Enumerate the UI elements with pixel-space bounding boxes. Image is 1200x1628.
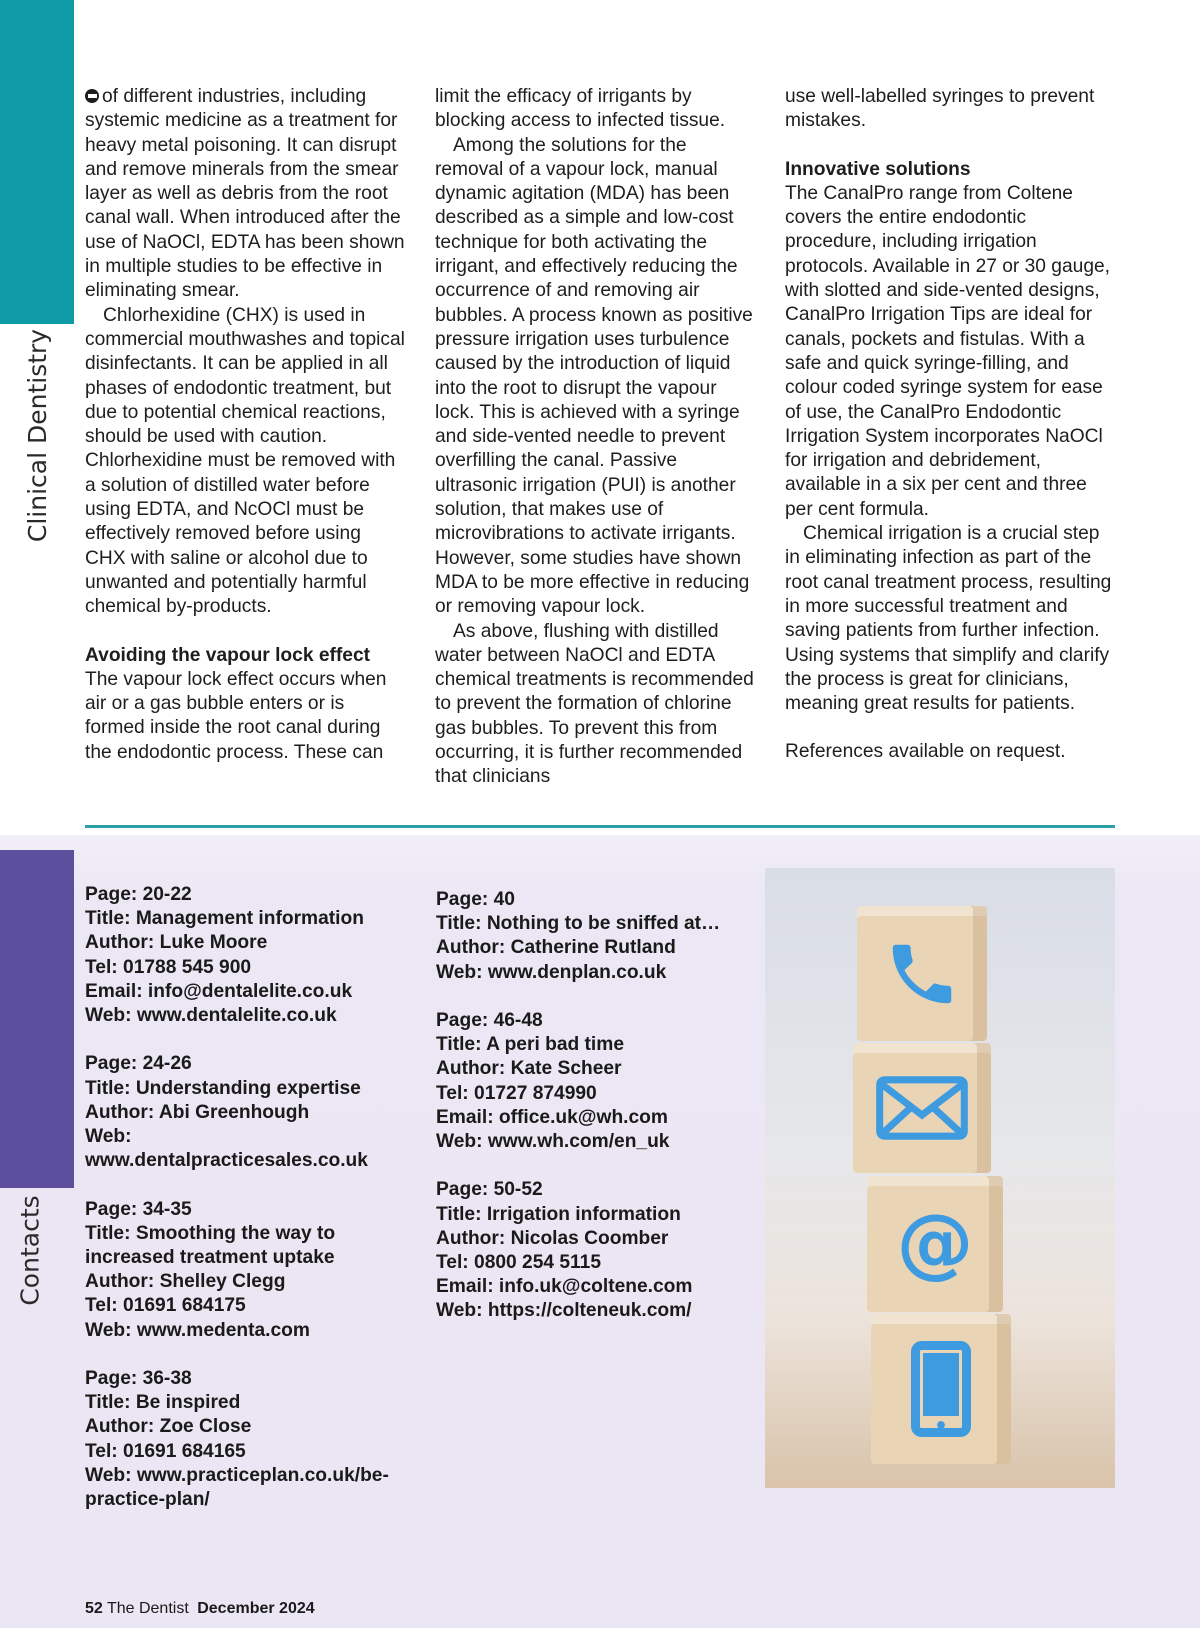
- contact-page-line: Page: 40: [436, 889, 515, 910]
- article-paragraph: Chlorhexidine (CHX) is used in commercial mouthwashes and topical disinfectants. It can be applied in all phases of endodontic treatment, but due to potential chemical reactions, should be used with caution. Chlorhexidine must be removed with a solution of distilled water before using EDTA, and NcOCl must be effectively removed before using CHX with saline or alcohol due to unwanted and potentially harmful chemical by-products.: [85, 304, 405, 618]
- contact-web-line[interactable]: Web: www.wh.com/en_uk: [436, 1131, 670, 1153]
- article-column-1: [85, 85, 405, 765]
- section-label-text: Contacts: [15, 1194, 45, 1306]
- wooden-block: [857, 906, 987, 1041]
- paragraph-gap: [785, 716, 1115, 740]
- contact-title-line: Title: Nothing to be sniffed at…: [436, 913, 721, 935]
- wooden-block: [853, 1043, 991, 1173]
- section-tab-clinical: [0, 0, 74, 324]
- contact-author-line: Author: Nicolas Coomber: [436, 1227, 669, 1249]
- article-paragraph: Chemical irrigation is a crucial step in eliminating infection as part of the root canal treatment process, resulting in more successful treatment and saving patients from further infection. Using systems that simplify and clarify the process is great for clinicians, meaning great results for patients.: [785, 523, 1112, 715]
- contact-author-line: Author: Catherine Rutland: [436, 937, 676, 959]
- contact-title-line: Title: Smoothing the way to increased treatment uptake: [85, 1222, 336, 1269]
- contact-page-line: Page: 24-26: [85, 1053, 192, 1075]
- contact-entry: [85, 1367, 415, 1512]
- contact-web-line[interactable]: Web: www.practiceplan.co.uk/be-practice-plan/: [85, 1464, 389, 1511]
- contact-author-line: Author: Abi Greenhough: [85, 1101, 310, 1123]
- contact-entry: [436, 888, 766, 985]
- contact-author-line: Author: Zoe Close: [85, 1416, 252, 1438]
- contact-title-line: Title: Be inspired: [85, 1392, 241, 1414]
- tablet-icon: [911, 1341, 971, 1437]
- contact-author-line: Author: Shelley Clegg: [85, 1271, 286, 1293]
- contact-title-line: Title: Understanding expertise: [85, 1077, 361, 1099]
- paragraph-gap: [85, 620, 405, 644]
- section-heading: Innovative solutions: [785, 158, 971, 180]
- section-tab-contacts: [0, 850, 74, 1188]
- at-sign-icon: [893, 1202, 977, 1286]
- article-paragraph: References available on request.: [785, 741, 1066, 763]
- section-label-contacts: [8, 1195, 52, 1305]
- article-paragraph: The CanalPro range from Coltene covers the entire endodontic procedure, including irrigation protocols. Available in 27 or 30 gauge, with slotted and side-vented designs, CanalPro Irrigation Tips are ideal for canals, pockets and fistulas. With a safe and quick syringe-filling, and colour coded syringe system for ease of use, the CanalPro Endodontic Irrigation System incorporates NaOCl for irrigation and debridement, available in a six per cent and three per cent formula.: [785, 182, 1110, 520]
- section-label-clinical-dentistry: [12, 328, 64, 542]
- contact-email-line[interactable]: Email: info@dentalelite.co.uk: [85, 980, 353, 1002]
- article-paragraph: [85, 85, 405, 304]
- contact-web-line[interactable]: Web: www.medenta.com: [85, 1319, 310, 1341]
- contact-web-line[interactable]: Web: https://colteneuk.com/: [436, 1300, 692, 1322]
- contact-entry: [85, 883, 415, 1028]
- contact-author-line: Author: Luke Moore: [85, 932, 268, 954]
- section-divider: [85, 825, 1115, 828]
- wooden-block: [871, 1314, 1011, 1464]
- contact-page-line: Page: 34-35: [85, 1198, 192, 1220]
- envelope-icon: [875, 1075, 969, 1141]
- article-paragraph: Among the solutions for the removal of a vapour lock, manual dynamic agitation (MDA) has been described as a simple and low-cost technique for both activating the irrigant, and effectively reducing the occurrence of and removing air bubbles. A process known as positive pressure irrigation uses turbulence caused by the introduction of liquid into the root to disrupt the vapour lock. This is achieved with a syringe and side-vented needle to prevent overfilling the canal. Passive ultrasonic irrigation (PUI) is another solution, that makes use of microvibrations to activate irrigants. However, some studies have shown MDA to be more effective in reducing or removing vapour lock.: [435, 134, 753, 618]
- contact-blocks-photo: [765, 868, 1115, 1488]
- svg-text:@: @: [896, 1202, 974, 1286]
- contact-entry: [436, 1009, 766, 1154]
- contact-tel-line: Tel: 01691 684165: [85, 1440, 246, 1462]
- contact-tel-line: Tel: 01788 545 900: [85, 956, 252, 978]
- article-paragraph: use well-labelled syringes to prevent mistakes.: [785, 86, 1095, 132]
- contact-page-line: Page: 36-38: [85, 1368, 192, 1390]
- contact-page-line: Page: 20-22: [85, 884, 192, 905]
- paragraph-text: of different industries, including systemic medicine as a treatment for heavy metal poisoning. It can disrupt and remove minerals from the smear layer as well as debris from the root canal wall. When introduced after the use of NaOCl, EDTA has been shown in multiple studies to be effective in eliminating smear.: [85, 86, 405, 302]
- contact-web-line[interactable]: Web: www.denplan.co.uk: [436, 961, 667, 983]
- contact-entry: [436, 1178, 766, 1323]
- article-column-3: [785, 85, 1115, 765]
- article-paragraph: The vapour lock effect occurs when air or a gas bubble enters or is formed inside the root canal during the endodontic process. These can: [85, 668, 387, 763]
- contacts-column-1: [85, 883, 415, 1536]
- magazine-name: The Dentist: [106, 1600, 189, 1617]
- contact-tel-line: Tel: 01727 874990: [436, 1082, 597, 1104]
- article-paragraph: limit the efficacy of irrigants by blocking access to infected tissue.: [435, 86, 726, 132]
- contact-web-line[interactable]: Web: www.dentalelite.co.uk: [85, 1005, 337, 1027]
- contact-title-line: Title: Irrigation information: [436, 1203, 681, 1225]
- contact-entry: [85, 1198, 415, 1343]
- article-column-2: [435, 85, 755, 790]
- contact-email-line[interactable]: Email: info.uk@coltene.com: [436, 1276, 693, 1298]
- contact-page-line: Page: 50-52: [436, 1179, 543, 1201]
- contact-author-line: Author: Kate Scheer: [436, 1058, 622, 1080]
- contact-email-line[interactable]: Email: office.uk@wh.com: [436, 1106, 668, 1128]
- contact-title-line: Title: Management information: [85, 908, 364, 930]
- section-label-text: Clinical Dentistry: [23, 328, 53, 542]
- contact-page-line: Page: 46-48: [436, 1010, 543, 1031]
- contact-tel-line: Tel: 01691 684175: [85, 1295, 246, 1317]
- section-heading: Avoiding the vapour lock effect: [85, 644, 371, 666]
- article-paragraph: As above, flushing with distilled water between NaOCl and EDTA chemical treatments is recommended to prevent the formation of chlorine gas bubbles. To prevent this from occurring, it is further recommended that clinicians: [435, 620, 754, 788]
- contact-tel-line: Tel: 0800 254 5115: [436, 1252, 602, 1274]
- paragraph-gap: [785, 134, 1115, 158]
- phone-icon: [883, 935, 961, 1013]
- page-number: 52: [85, 1600, 103, 1617]
- continuation-icon: [85, 89, 99, 103]
- issue-date: December 2024: [197, 1600, 315, 1617]
- page-footer: [85, 1600, 315, 1618]
- contact-title-line: Title: A peri bad time: [436, 1034, 624, 1056]
- contact-web-line[interactable]: Web: www.dentalpracticesales.co.uk: [85, 1126, 368, 1172]
- contact-entry: [85, 1052, 415, 1173]
- wooden-block: [867, 1176, 1003, 1312]
- contacts-column-2: [436, 888, 766, 1348]
